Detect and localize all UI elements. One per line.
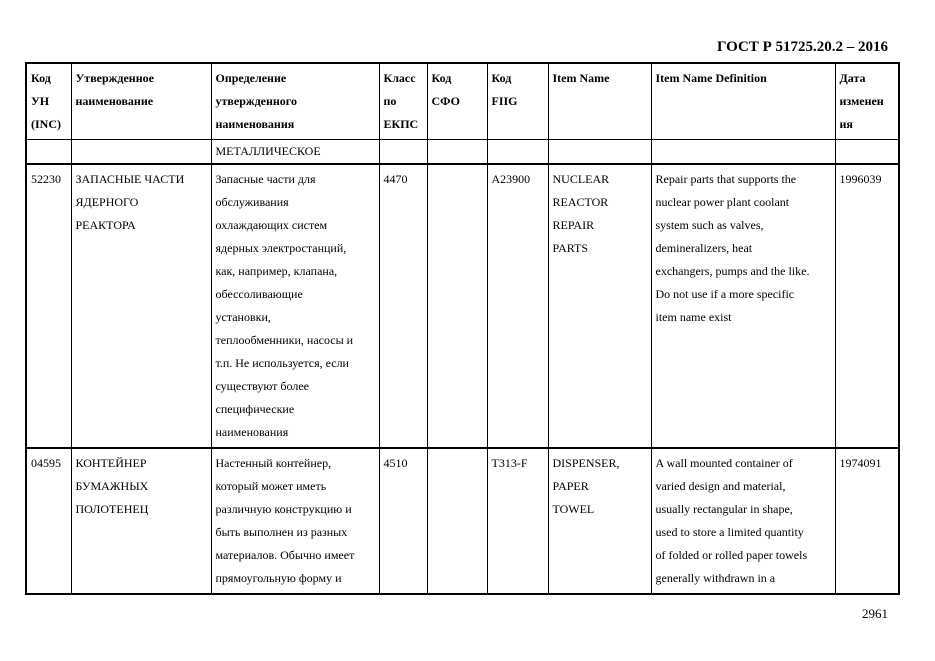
item-name-table [25,62,900,595]
cell-item-name-definition: Repair parts that supports the nuclear power plant coolant system such as valves, demineralizers, heat exchangers, pumps and the like. Do not use if a more specific item name exist [651,164,835,448]
header-ekps-class: Класс по ЕКПС [379,63,427,140]
header-item-name: Item Name [548,63,651,140]
page-number: 2961 [862,606,888,621]
cell-definition: Настенный контейнер, который может иметь различную конструкцию и быть выполнен из разных материалов. Обычно имеет прямоугольную форму и [211,448,379,594]
header-item-name-definition: Item Name Definition [651,63,835,140]
cell-ekps-class: 4470 [379,164,427,448]
document-standard-code: ГОСТ Р 51725.20.2 – 2016 [716,39,888,55]
header-change-date: Дата изменен ия [835,63,899,140]
cell-item-name-definition: A wall mounted container of varied design and material, usually rectangular in shape, used to store a limited quantity of folded or rolled paper towels generally withdrawn in a [651,448,835,594]
cell-approved-name: ЗАПАСНЫЕ ЧАСТИ ЯДЕРНОГО РЕАКТОРА [71,164,211,448]
table-row [26,448,899,594]
cell-item-name: DISPENSER, PAPER TOWEL [548,448,651,594]
cell-fiig-code: T313-F [487,448,548,594]
header-definition: Определение утвержденного наименования [211,63,379,140]
cell-ekps-class: 4510 [379,448,427,594]
cell-inc: 04595 [26,448,71,594]
cell-change-date: 1996039 [835,164,899,448]
header-inc: Код УН (INC) [26,63,71,140]
table-row-continuation [26,140,899,165]
header-approved-name: Утвержденное наименование [71,63,211,140]
cell-inc: 52230 [26,164,71,448]
cell-definition: Запасные части для обслуживания охлаждающих систем ядерных электростанций, как, например, клапана, обессоливающие установки, теплообменники, насосы и т.п. Не используется, если существуют более специфические наименования [211,164,379,448]
header-sfo-code: Код СФО [427,63,487,140]
cell-sfo-code [427,448,487,594]
header-fiig-code: Код FIIG [487,63,548,140]
cell-item-name: NUCLEAR REACTOR REPAIR PARTS [548,164,651,448]
cell-sfo-code [427,164,487,448]
table-row [26,164,899,448]
cell-change-date: 1974091 [835,448,899,594]
cell-approved-name: КОНТЕЙНЕР БУМАЖНЫХ ПОЛОТЕНЕЦ [71,448,211,594]
cell-fiig-code: A23900 [487,164,548,448]
continuation-definition: МЕТАЛЛИЧЕСКОЕ [211,140,379,165]
table-header-row [26,63,899,140]
